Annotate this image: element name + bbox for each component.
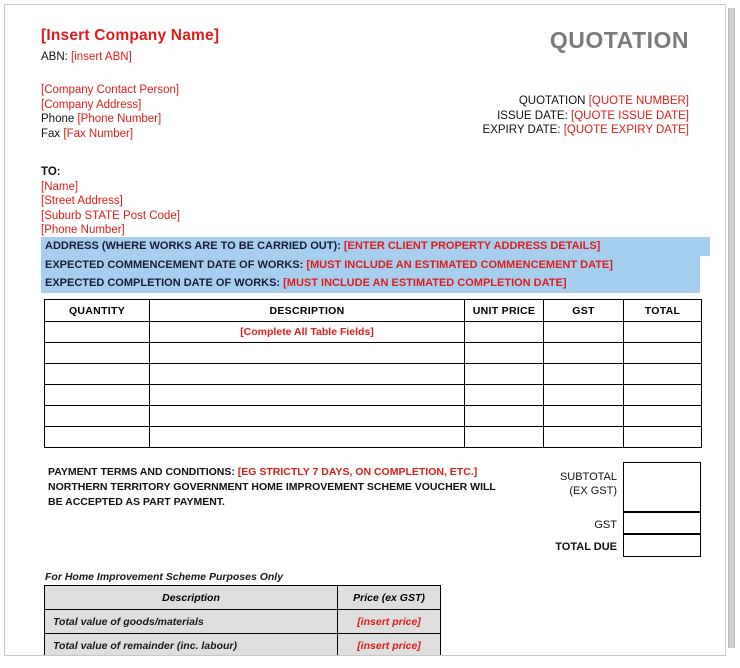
cell-gst[interactable]	[544, 364, 624, 385]
total-due-value-box[interactable]	[623, 534, 701, 557]
company-contact-block	[41, 83, 179, 141]
works-completion-line	[41, 274, 700, 293]
cell-quantity[interactable]	[45, 364, 150, 385]
payment-terms-line3: BE ACCEPTED AS PART PAYMENT.	[48, 496, 225, 508]
table-row[interactable]	[45, 385, 702, 406]
company-block	[41, 27, 401, 64]
cell-unit-price[interactable]	[465, 322, 544, 343]
scheme-column-header-description: Description	[45, 586, 338, 610]
page-title: QUOTATION	[549, 27, 689, 53]
table-row[interactable]	[45, 427, 702, 448]
cell-description[interactable]	[150, 364, 465, 385]
payment-terms-label: PAYMENT TERMS AND CONDITIONS:	[48, 466, 235, 478]
quote-number-value: [QUOTE NUMBER]	[588, 95, 689, 107]
subtotal-value-box[interactable]	[623, 462, 701, 512]
subtotal-label	[505, 470, 617, 498]
column-header-gst: GST	[544, 300, 624, 322]
recipient-block	[41, 165, 180, 238]
column-header-total: TOTAL	[624, 300, 702, 322]
cell-description[interactable]	[150, 427, 465, 448]
recipient-name: [Name]	[41, 180, 79, 193]
quote-number-line	[483, 94, 689, 109]
payment-terms-line2: NORTHERN TERRITORY GOVERNMENT HOME IMPROVEMENT SCHEME VOUCHER WILL	[48, 481, 496, 493]
works-commencement-value: [MUST INCLUDE AN ESTIMATED COMMENCEMENT DATE]	[306, 258, 613, 271]
gst-label: GST	[594, 519, 617, 531]
works-details-block	[41, 237, 700, 293]
fax-value: [Fax Number]	[63, 127, 134, 140]
scheme-cell-price[interactable]: [insert price]	[338, 610, 441, 634]
works-address-label: ADDRESS (WHERE WORKS ARE TO BE CARRIED OUT):	[45, 240, 341, 252]
scheme-column-header-price: Price (ex GST)	[338, 586, 441, 610]
payment-terms-value: [EG STRICTLY 7 DAYS, ON COMPLETION, ETC.]	[237, 466, 478, 478]
quote-line-items-table	[44, 299, 702, 448]
column-header-description: DESCRIPTION	[150, 300, 465, 322]
scheme-table-row[interactable]	[45, 634, 441, 657]
cell-unit-price[interactable]	[465, 385, 544, 406]
company-phone-line	[41, 112, 179, 127]
cell-unit-price[interactable]	[465, 406, 544, 427]
cell-quantity[interactable]	[45, 406, 150, 427]
cell-gst[interactable]	[544, 427, 624, 448]
cell-gst[interactable]	[544, 406, 624, 427]
table-row[interactable]	[45, 364, 702, 385]
quote-number-label: QUOTATION	[518, 95, 586, 107]
vertical-scrollbar[interactable]	[728, 8, 735, 648]
cell-description[interactable]	[150, 406, 465, 427]
table-row[interactable]	[45, 322, 702, 343]
cell-unit-price[interactable]	[465, 364, 544, 385]
cell-gst[interactable]	[544, 343, 624, 364]
cell-quantity[interactable]	[45, 343, 150, 364]
cell-total[interactable]	[624, 343, 702, 364]
works-address-line	[41, 237, 710, 256]
column-header-unit-price: UNIT PRICE	[465, 300, 544, 322]
cell-total[interactable]	[624, 427, 702, 448]
works-completion-label: EXPECTED COMPLETION DATE OF WORKS:	[45, 277, 281, 289]
expiry-date-line	[483, 123, 689, 138]
subtotal-label-line2: (EX GST)	[569, 485, 617, 497]
cell-total[interactable]	[624, 406, 702, 427]
works-commencement-line	[41, 256, 700, 275]
table-header-row	[45, 300, 702, 322]
scheme-table-row[interactable]	[45, 610, 441, 634]
column-header-quantity: QUANTITY	[45, 300, 150, 322]
expiry-date-label: EXPIRY DATE:	[482, 124, 561, 136]
issue-date-value: [QUOTE ISSUE DATE]	[571, 109, 689, 122]
payment-terms-line1	[48, 465, 518, 480]
phone-label: Phone	[41, 113, 75, 125]
expiry-date-value: [QUOTE EXPIRY DATE]	[563, 124, 689, 136]
page-right-gutter	[727, 0, 740, 668]
company-contact-person: [Company Contact Person]	[41, 84, 180, 96]
cell-description[interactable]: [Complete All Table Fields]	[150, 322, 465, 343]
subtotal-label-line1: SUBTOTAL	[559, 471, 617, 483]
scheme-header-row	[45, 586, 441, 610]
company-fax-line	[41, 127, 179, 142]
cell-total[interactable]	[624, 322, 702, 343]
scheme-cell-description: Total value of goods/materials	[45, 610, 338, 634]
quotation-page	[4, 4, 726, 656]
works-commencement-label: EXPECTED COMMENCEMENT DATE OF WORKS:	[45, 258, 304, 271]
company-address: [Company Address]	[41, 98, 142, 111]
cell-unit-price[interactable]	[465, 427, 544, 448]
payment-terms-block	[48, 465, 518, 510]
table-row[interactable]	[45, 343, 702, 364]
abn-line	[41, 50, 401, 64]
works-address-value: [ENTER CLIENT PROPERTY ADDRESS DETAILS]	[343, 240, 601, 252]
recipient-phone: [Phone Number]	[41, 224, 125, 236]
cell-description[interactable]	[150, 385, 465, 406]
fax-label: Fax	[41, 127, 61, 140]
scheme-summary-table	[44, 585, 441, 656]
cell-gst[interactable]	[544, 385, 624, 406]
abn-value: [insert ABN]	[71, 51, 132, 63]
phone-value: [Phone Number]	[77, 113, 162, 125]
issue-date-line	[483, 109, 689, 124]
cell-quantity[interactable]	[45, 427, 150, 448]
cell-unit-price[interactable]	[465, 343, 544, 364]
recipient-to-label: TO:	[41, 166, 61, 178]
issue-date-label: ISSUE DATE:	[497, 109, 568, 122]
company-name: [Insert Company Name]	[41, 27, 220, 44]
recipient-street: [Street Address]	[41, 195, 123, 207]
cell-gst[interactable]	[544, 322, 624, 343]
abn-label: ABN:	[41, 51, 68, 63]
scheme-cell-price[interactable]: [insert price]	[338, 634, 441, 657]
cell-quantity[interactable]	[45, 385, 150, 406]
cell-total[interactable]	[624, 385, 702, 406]
scheme-table-caption: For Home Improvement Scheme Purposes Only	[45, 571, 284, 583]
table-row[interactable]	[45, 406, 702, 427]
recipient-suburb: [Suburb STATE Post Code]	[41, 209, 180, 222]
scheme-cell-description: Total value of remainder (inc. labour)	[45, 634, 338, 657]
cell-total[interactable]	[624, 364, 702, 385]
works-completion-value: [MUST INCLUDE AN ESTIMATED COMPLETION DATE]	[283, 277, 567, 289]
cell-description[interactable]	[150, 343, 465, 364]
cell-quantity[interactable]	[45, 322, 150, 343]
gst-value-box[interactable]	[623, 512, 701, 534]
total-due-label: TOTAL DUE	[555, 541, 617, 553]
quote-meta-block	[483, 94, 689, 138]
